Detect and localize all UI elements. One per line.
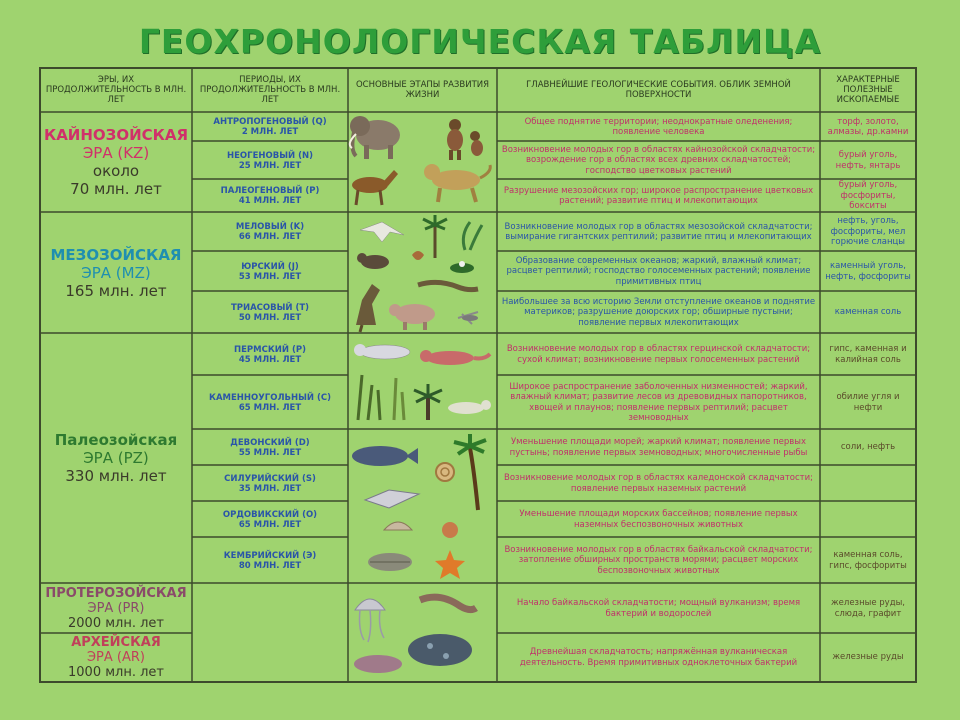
- event-triassic: Наибольшее за всю историю Земли отступление океанов и поднятие материков; разрушение доюрских гор; обширные пустыни; появление первых млекопитающих: [501, 296, 816, 328]
- header-minerals: ХАРАКТЕРНЫЕ ПОЛЕЗНЫЕ ИСКОПАЕМЫЕ: [836, 75, 900, 105]
- period-name: ЮРСКИЙ (J): [241, 261, 299, 272]
- event-carboniferous: Широкое распространение заболоченных низменностей; жаркий, влажный климат; развитие лесов из древовидных папоротников, хвощей и плаунов; появление первых рептилий; расцвет земноводных: [509, 381, 808, 423]
- snail-illustration: [436, 463, 454, 481]
- minerals-paleogene: бурый уголь, фосфориты, бокситы: [838, 180, 898, 212]
- period-name: АНТРОПОГЕНОВЫЙ (Q): [213, 117, 327, 127]
- event-permian: Возникновение молодых гор в областях герцинской складчатости; сухой климат; возникновение первых голосеменных растений: [506, 344, 811, 365]
- insect-illustration: [458, 312, 478, 324]
- period-name: ДЕВОНСКИЙ (D): [230, 437, 310, 448]
- minerals-devonian: соли, нефть: [840, 442, 896, 453]
- theropod-illustration: [356, 284, 380, 332]
- period-duration: 2 МЛН. ЛЕТ: [241, 127, 299, 137]
- period-name: СИЛУРИЙСКИЙ (S): [224, 473, 316, 484]
- horsetail-illustration: [358, 375, 404, 420]
- header-periods: ПЕРИОДЫ, ИХ ПРОДОЛЖИТЕЛЬНОСТЬ В МЛН. ЛЕТ: [199, 75, 341, 105]
- minerals-neogene: бурый уголь, нефть, янтарь: [835, 150, 901, 171]
- period-duration: 45 МЛН. ЛЕТ: [238, 354, 302, 365]
- pterosaur-illustration: [360, 222, 404, 242]
- period-duration: 80 МЛН. ЛЕТ: [238, 560, 302, 571]
- early-human-illustration: [447, 119, 483, 160]
- shell-illustration: [384, 522, 412, 530]
- palm-illustration: [454, 434, 486, 510]
- archaeopteryx-illustration: [412, 251, 424, 260]
- era-duration: 165 млн. лет: [65, 281, 167, 300]
- era-name: ПРОТЕРОЗОЙСКАЯ: [45, 585, 187, 601]
- bacteria-illustration: [354, 655, 402, 673]
- minerals-cambrian: каменная соль, гипс, фосфориты: [829, 550, 907, 571]
- minerals-quaternary: торф, золото, алмазы, др.камни: [827, 116, 909, 137]
- armored-fish-illustration: [365, 490, 419, 508]
- event-jurassic: Образование современных океанов; жаркий, влажный климат; расцвет рептилий; господство голосеменных растений; появление примитивных птиц: [506, 255, 811, 287]
- minerals-archean: железные руды: [832, 652, 904, 663]
- salamander-illustration: [420, 350, 490, 365]
- minerals-jurassic: каменный уголь, нефть, фосфориты: [825, 261, 911, 282]
- event-proterozoic: Начало байкальской складчатости; мощный вулканизм; время бактерий и водорослей: [516, 598, 801, 619]
- early-mammal-illustration: [357, 253, 389, 269]
- header-life: ОСНОВНЫЕ ЭТАПЫ РАЗВИТИЯ ЖИЗНИ: [355, 80, 490, 100]
- event-neogene: Возникновение молодых гор в областях кайнозойской складчатости; возрождение гор в областях всех древних складчатостей; господство цветковых растений: [501, 144, 816, 176]
- period-duration: 65 МЛН. ЛЕТ: [238, 519, 302, 530]
- trilobite-illustration: [368, 553, 412, 571]
- lizard-illustration: [418, 282, 478, 289]
- event-cambrian: Возникновение молодых гор в областях байкальской складчатости; затопление обширных пространств морями; расцвет морских беспозвоночных животных: [504, 544, 813, 576]
- era-name: Палеозойская: [54, 431, 178, 449]
- period-name: КЕМБРИЙСКИЙ (Э): [223, 550, 317, 561]
- cycad-illustration: [423, 215, 447, 258]
- period-duration: 50 МЛН. ЛЕТ: [238, 312, 302, 323]
- header-eras: ЭРЫ, ИХ ПРОДОЛЖИТЕЛЬНОСТЬ В МЛН. ЛЕТ: [45, 75, 187, 105]
- amphibian-illustration: [354, 344, 410, 359]
- period-duration: 35 МЛН. ЛЕТ: [238, 483, 302, 494]
- crinoid-illustration: [442, 522, 458, 538]
- period-name: ТРИАСОВЫЙ (T): [230, 302, 310, 313]
- event-silurian: Возникновение молодых гор в областях каледонской складчатости; появление первых наземных растений: [504, 473, 813, 494]
- era-code: ЭРА (MZ): [81, 263, 151, 282]
- event-archean: Древнейшая складчатость; напряжённая вулканическая деятельность. Время примитивных одноклеточных бактерий: [519, 647, 798, 668]
- sabertooth-illustration: [424, 164, 490, 202]
- page-title: ГЕОХРОНОЛОГИЧЕСКАЯ ТАБЛИЦА: [138, 22, 822, 61]
- starfish-illustration: [435, 550, 465, 579]
- period-duration: 65 МЛН. ЛЕТ: [238, 402, 302, 413]
- period-name: МЕЛОВЫЙ (K): [235, 222, 305, 232]
- era-code: ЭРА (KZ): [82, 144, 150, 162]
- minerals-cretaceous: нефть, уголь, фосфориты, мел горючие сланцы: [830, 216, 906, 248]
- era-duration: 2000 млн. лет: [68, 615, 164, 631]
- minerals-permian: гипс, каменная и калийная соль: [829, 344, 907, 365]
- annelid-illustration: [420, 597, 476, 610]
- event-ordovician: Уменьшение площади морских бассейнов; появление первых наземных беспозвоночных животных: [519, 509, 798, 530]
- era-code: ЭРА (PR): [87, 600, 145, 616]
- algae-illustration: [408, 634, 472, 666]
- minerals-carboniferous: обилие угля и нефти: [836, 392, 900, 413]
- era-code: ЭРА (PZ): [83, 449, 149, 467]
- period-duration: 53 МЛН. ЛЕТ: [238, 271, 302, 282]
- era-code: ЭРА (AR): [86, 650, 145, 665]
- water-lily-illustration: [450, 261, 474, 273]
- event-quaternary: Общее поднятие территории; неоднократные оледенения; появление человека: [524, 116, 793, 137]
- era-duration: 70 млн. лет: [70, 180, 162, 198]
- header-events: ГЛАВНЕЙШИЕ ГЕОЛОГИЧЕСКИЕ СОБЫТИЯ. ОБЛИК ЗЕМНОЙ ПОВЕРХНОСТИ: [526, 80, 791, 100]
- jellyfish-illustration: [355, 599, 385, 642]
- minerals-proterozoic: железные руды, слюда, графит: [831, 598, 905, 619]
- coelacanth-illustration: [352, 446, 418, 466]
- fern-illustration: [463, 222, 482, 250]
- event-paleogene: Разрушение мезозойских гор; широкое распространение цветковых растений; развитие птиц и млекопитающих: [503, 185, 814, 206]
- early-reptile-illustration: [448, 400, 491, 414]
- period-duration: 25 МЛН. ЛЕТ: [238, 160, 302, 171]
- tree-fern-illustration: [414, 384, 442, 420]
- event-devonian: Уменьшение площади морей; жаркий климат; появление первых пустынь; появление первых земноводных; многочисленные рыбы: [509, 437, 808, 458]
- minerals-triassic: каменная соль: [834, 307, 902, 318]
- era-duration: 1000 млн. лет: [68, 665, 164, 680]
- period-duration: 55 МЛН. ЛЕТ: [238, 447, 302, 458]
- era-name: АРХЕЙСКАЯ: [71, 635, 161, 650]
- mammoth-illustration: [350, 116, 400, 159]
- period-name: НЕОГЕНОВЫЙ (N): [227, 150, 313, 161]
- period-duration: 41 МЛН. ЛЕТ: [238, 196, 302, 206]
- period-name: ПЕРМСКИЙ (P): [234, 344, 306, 355]
- event-cretaceous: Возникновение молодых гор в областях мезозойской складчатости; вымирание гигантских рептилий; развитие птиц и млекопитающих: [504, 221, 813, 242]
- period-duration: 66 МЛН. ЛЕТ: [238, 232, 302, 242]
- herbivore-dino-illustration: [389, 304, 435, 330]
- era-duration: 330 млн. лет: [65, 467, 167, 485]
- era-about: около: [92, 162, 140, 180]
- period-name: ПАЛЕОГЕНОВЫЙ (P): [220, 186, 320, 196]
- era-name: МЕЗОЗОЙСКАЯ: [50, 245, 182, 264]
- period-name: КАМЕННОУГОЛЬНЫЙ (C): [209, 392, 331, 403]
- period-name: ОРДОВИКСКИЙ (O): [222, 509, 318, 520]
- ancient-horse-illustration: [352, 170, 398, 205]
- era-name: КАЙНОЗОЙСКАЯ: [43, 126, 189, 144]
